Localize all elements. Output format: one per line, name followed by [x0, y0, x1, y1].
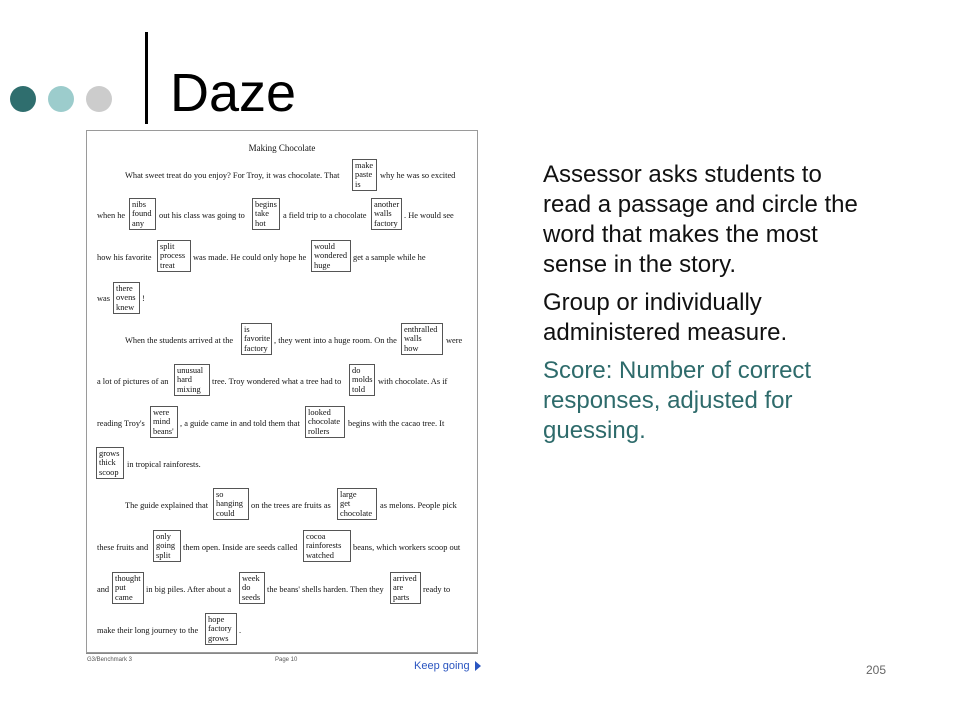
- choice-box[interactable]: [241, 323, 272, 355]
- choice-option: thick: [99, 458, 116, 468]
- passage-text: on the trees are fruits as: [251, 501, 331, 510]
- choice-option: watched: [306, 550, 334, 560]
- passage-text: and: [97, 585, 110, 594]
- choice-box[interactable]: [129, 198, 156, 230]
- choice-box[interactable]: [112, 572, 144, 604]
- choice-option: going: [156, 541, 176, 551]
- choice-box[interactable]: [303, 530, 351, 562]
- passage-text: how his favorite: [97, 253, 152, 262]
- bullet-description: Assessor asks students to read a passage and circle the word that makes the most sense in the story.: [543, 161, 858, 278]
- passage-text: tree. Troy wondered what a tree had to: [212, 377, 342, 386]
- choice-option: huge: [314, 260, 331, 270]
- choice-box[interactable]: [371, 198, 402, 230]
- choice-box[interactable]: [153, 530, 181, 562]
- choice-option: chocolate: [340, 508, 373, 518]
- choice-box[interactable]: [311, 240, 351, 272]
- choice-option: large: [340, 490, 357, 499]
- passage-text: why he was so excited: [380, 171, 456, 180]
- choice-option: make: [355, 161, 374, 170]
- choice-option: could: [216, 508, 235, 518]
- passage-text: were: [446, 336, 463, 345]
- choice-box[interactable]: [252, 198, 280, 230]
- choice-option: nibs: [132, 200, 146, 209]
- choice-box[interactable]: [96, 447, 124, 479]
- choice-option: were: [153, 408, 170, 417]
- choice-option: found: [132, 209, 152, 219]
- choice-option: split: [156, 550, 171, 560]
- choice-option: rollers: [308, 426, 330, 436]
- choice-box[interactable]: [352, 159, 377, 191]
- passage-text: make their long journey to the: [97, 626, 199, 635]
- choice-option: so: [216, 490, 224, 499]
- choice-box[interactable]: [174, 364, 210, 396]
- choice-box[interactable]: [113, 282, 140, 314]
- choice-option: mind: [153, 417, 171, 427]
- title-divider: [145, 32, 148, 124]
- choice-option: only: [156, 532, 171, 541]
- passage-title: Making Chocolate: [248, 143, 316, 153]
- choice-option: hard: [177, 375, 192, 385]
- slide-number: 205: [866, 663, 887, 677]
- choice-option: begins: [255, 200, 277, 209]
- choice-option: week: [242, 574, 260, 583]
- choice-option: factory: [244, 343, 268, 353]
- triangle-right-icon: [475, 661, 481, 671]
- choice-option: arrived: [393, 574, 417, 583]
- choice-option: take: [255, 209, 269, 219]
- choice-option: thought: [115, 574, 141, 583]
- choice-option: factory: [208, 624, 232, 634]
- passage-text: begins with the cacao tree. It: [348, 419, 445, 428]
- choice-option: paste: [355, 170, 373, 180]
- passage-text: as melons. People pick: [380, 501, 457, 510]
- passage-text: them open. Inside are seeds called: [183, 543, 298, 552]
- choice-option: do: [352, 366, 361, 375]
- choice-box[interactable]: [157, 240, 191, 272]
- title-dots: [10, 86, 112, 112]
- choice-box[interactable]: [239, 572, 265, 604]
- passage-text: with chocolate. As if: [378, 377, 448, 386]
- passage-text: beans, which workers scoop out: [353, 543, 461, 552]
- choice-option: walls: [404, 334, 422, 344]
- choice-option: cocoa: [306, 532, 326, 541]
- passage-text: .: [239, 626, 242, 635]
- choice-option: do: [242, 583, 251, 593]
- choice-option: treat: [160, 260, 175, 270]
- choice-box[interactable]: [401, 323, 443, 355]
- passage-text: reading Troy's: [97, 419, 145, 428]
- document-footer-left: G3/Benchmark 3: [87, 657, 133, 663]
- choice-option: grows: [99, 449, 120, 458]
- choice-option: ovens: [116, 293, 136, 303]
- choice-option: any: [132, 218, 145, 228]
- document-footer-rule: [86, 653, 478, 654]
- document-footer-page: Page 10: [275, 657, 298, 663]
- choice-option: wondered: [314, 251, 348, 261]
- choice-option: would: [314, 242, 335, 251]
- choice-option: split: [160, 242, 175, 251]
- choice-option: put: [115, 583, 126, 593]
- choice-option: process: [160, 251, 186, 261]
- choice-option: seeds: [242, 592, 261, 602]
- keep-going-label: Keep going: [414, 660, 470, 672]
- choice-option: factory: [374, 218, 398, 228]
- passage-text: these fruits and: [97, 543, 149, 552]
- choice-option: rainforests: [306, 541, 342, 551]
- dot-gray: [86, 86, 112, 112]
- choice-box[interactable]: [337, 488, 377, 520]
- choice-option: how: [404, 343, 419, 353]
- passage-text: when he: [97, 211, 126, 220]
- choice-option: knew: [116, 302, 135, 312]
- choice-option: is: [244, 325, 250, 334]
- choice-option: chocolate: [308, 417, 341, 427]
- passage-text: . He would see: [404, 211, 454, 220]
- choice-option: scoop: [99, 467, 119, 477]
- passage-text: What sweet treat do you enjoy? For Troy, it was chocolate. That: [125, 171, 340, 180]
- dot-dark: [10, 86, 36, 112]
- choice-option: molds: [352, 375, 373, 385]
- passage-text: The guide explained that: [125, 501, 209, 510]
- choice-option: grows: [208, 633, 229, 643]
- choice-option: is: [355, 179, 361, 189]
- passage-text: the beans' shells harden. Then they: [267, 585, 384, 594]
- slide-title: Daze: [170, 63, 297, 123]
- slide-bullets: [543, 160, 873, 454]
- passage-text: was made. He could only hope he: [193, 253, 307, 262]
- choice-option: hot: [255, 218, 266, 228]
- passage-text: !: [142, 294, 145, 303]
- passage-text: ready to: [423, 585, 451, 594]
- choice-option: hope: [208, 615, 225, 624]
- passage-text: in tropical rainforests.: [127, 460, 201, 469]
- choice-box[interactable]: [150, 406, 178, 438]
- choice-option: looked: [308, 408, 331, 417]
- choice-box[interactable]: [390, 572, 421, 604]
- choice-option: came: [115, 592, 133, 602]
- passage-text: , they went into a huge room. On the: [274, 336, 397, 345]
- choice-option: another: [374, 200, 400, 209]
- choice-option: favorite: [244, 334, 271, 344]
- daze-passage-page: [86, 130, 478, 653]
- choice-option: hanging: [216, 499, 243, 509]
- passage-text: a lot of pictures of an: [97, 377, 169, 386]
- choice-option: enthralled: [404, 325, 438, 334]
- passage-text: When the students arrived at the: [125, 336, 234, 345]
- passage-text: out his class was going to: [159, 211, 245, 220]
- bullet-score: Score: Number of correct responses, adjusted for guessing.: [543, 357, 812, 444]
- choice-option: get: [340, 499, 351, 509]
- choice-option: mixing: [177, 384, 201, 394]
- choice-option: parts: [393, 592, 410, 602]
- choice-option: walls: [374, 209, 392, 219]
- choice-box[interactable]: [205, 613, 237, 645]
- passage-text: , a guide came in and told them that: [180, 419, 300, 428]
- choice-option: are: [393, 583, 404, 593]
- choice-option: beans': [153, 426, 174, 436]
- keep-going-link[interactable]: [414, 660, 481, 672]
- choice-box[interactable]: [349, 364, 375, 396]
- dot-light-teal: [48, 86, 74, 112]
- choice-box[interactable]: [305, 406, 345, 438]
- passage-text: a field trip to a chocolate: [283, 211, 367, 220]
- choice-option: told: [352, 384, 366, 394]
- choice-option: unusual: [177, 366, 204, 375]
- passage-text: in big piles. After about a: [146, 585, 232, 594]
- choice-box[interactable]: [213, 488, 249, 520]
- choice-option: there: [116, 284, 133, 293]
- passage-text: was: [97, 294, 111, 303]
- bullet-administration: Group or individually administered measure.: [543, 289, 788, 346]
- passage-text: get a sample while he: [353, 253, 426, 262]
